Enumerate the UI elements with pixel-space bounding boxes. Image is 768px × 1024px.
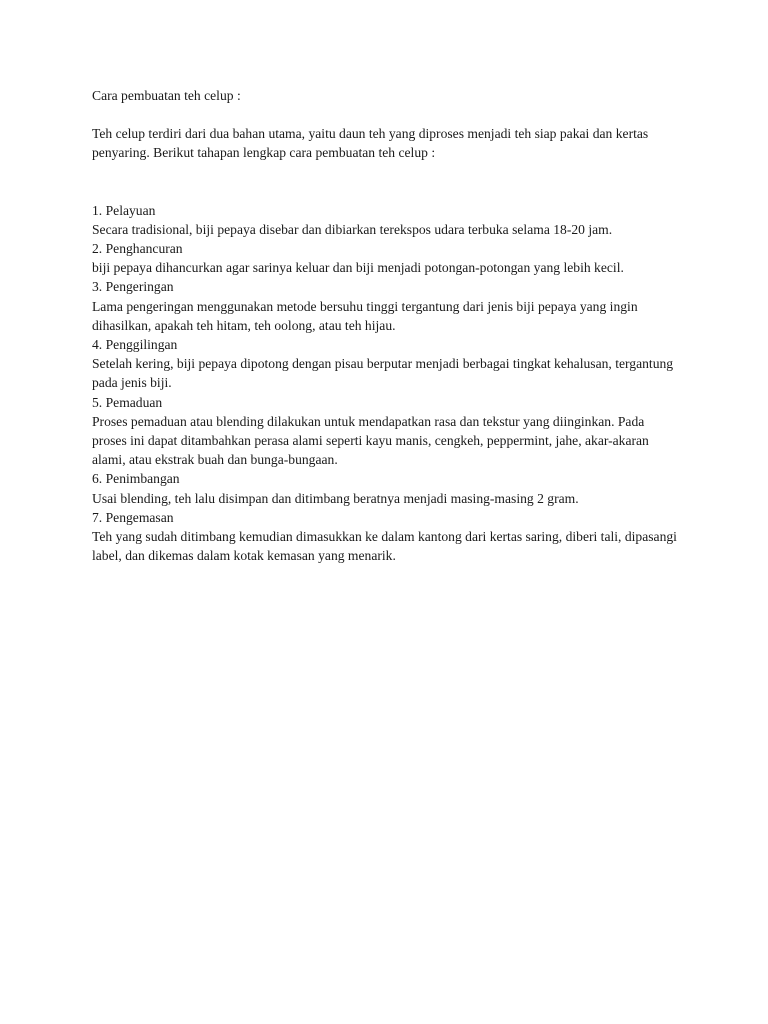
- step-item: [92, 393, 682, 470]
- intro-paragraph: Teh celup terdiri dari dua bahan utama, yaitu daun teh yang diproses menjadi teh siap pakai dan kertas penyaring. Berikut tahapan lengkap cara pembuatan teh celup :: [92, 126, 649, 161]
- step-body: Secara tradisional, biji pepaya disebar dan dibiarkan terekspos udara terbuka selama 18-20 jam.: [92, 221, 613, 237]
- step-title: 7. Pengemasan: [92, 509, 174, 525]
- step-body: biji pepaya dihancurkan agar sarinya keluar dan biji menjadi potongan-potongan yang lebih kecil.: [92, 260, 624, 276]
- document-heading: Cara pembuatan teh celup :: [92, 88, 241, 103]
- step-body: Setelah kering, biji pepaya dipotong dengan pisau berputar menjadi berbagai tingkat kehalusan, tergantung pada jenis biji.: [92, 356, 674, 391]
- step-title: 5. Pemaduan: [92, 394, 163, 410]
- step-item: [92, 239, 682, 277]
- step-item: [92, 277, 682, 335]
- step-body: Proses pemaduan atau blending dilakukan untuk mendapatkan rasa dan tekstur yang diinginkan. Pada proses ini dapat ditambahkan perasa alami seperti kayu manis, cengkeh, peppermint, jahe, akar-akaran alami, atau ekstrak buah dan bunga-bungaan.: [92, 413, 649, 468]
- step-title: 4. Penggilingan: [92, 337, 178, 353]
- step-title: 2. Penghancuran: [92, 241, 183, 257]
- step-item: [92, 201, 682, 239]
- step-item: [92, 335, 682, 393]
- step-body: Lama pengeringan menggunakan metode bersuhu tinggi tergantung dari jenis biji pepaya yang ingin dihasilkan, apakah teh hitam, teh oolong, atau teh hijau.: [92, 298, 638, 333]
- step-title: 3. Pengeringan: [92, 279, 174, 295]
- step-title: 6. Penimbangan: [92, 471, 180, 487]
- step-title: 1. Pelayuan: [92, 202, 156, 218]
- document-page: [92, 86, 682, 565]
- step-body: Teh yang sudah ditimbang kemudian dimasukkan ke dalam kantong dari kertas saring, diberi tali, dipasangi label, dan dikemas dalam kotak kemasan yang menarik.: [92, 529, 677, 564]
- steps-list: [92, 201, 682, 566]
- step-item: [92, 469, 682, 507]
- step-item: [92, 508, 682, 566]
- step-body: Usai blending, teh lalu disimpan dan ditimbang beratnya menjadi masing-masing 2 gram.: [92, 490, 579, 506]
